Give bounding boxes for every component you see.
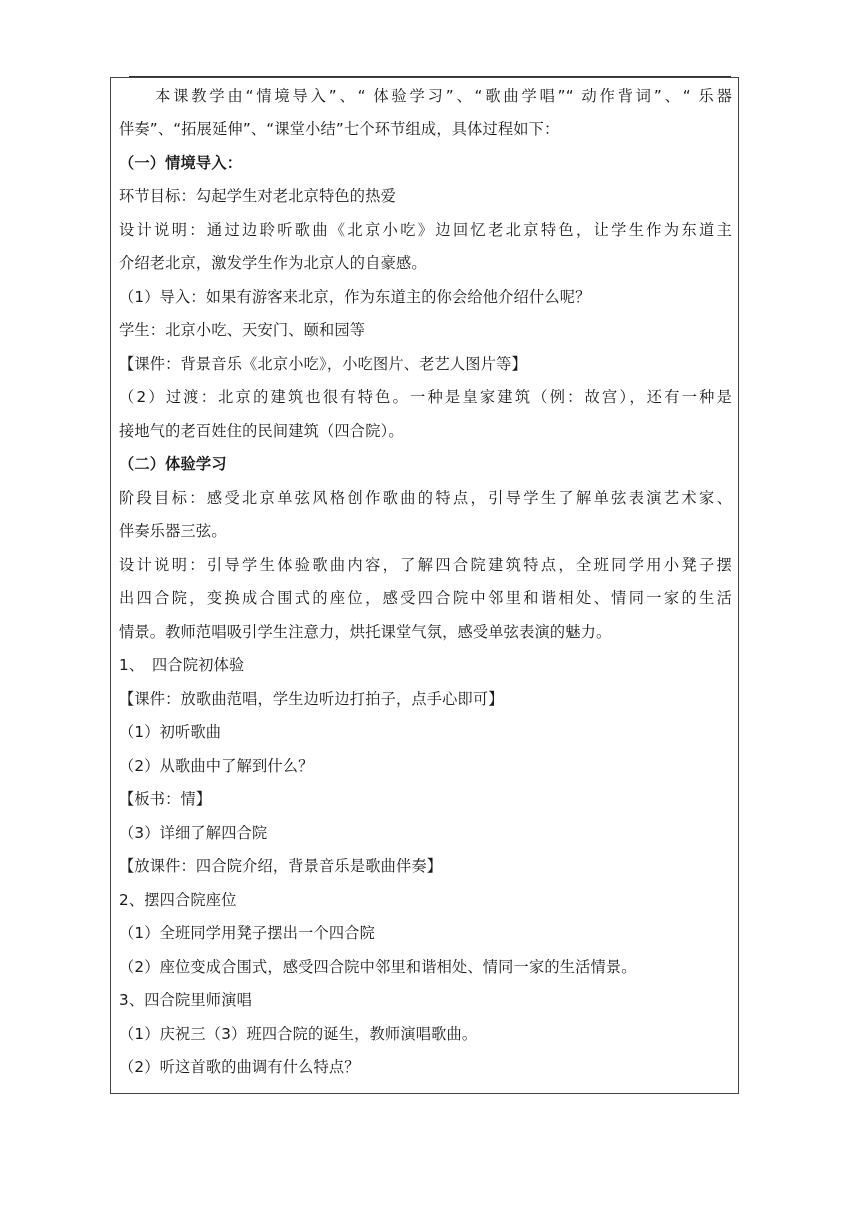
step-text: （2）从歌曲中了解到什么？ <box>119 757 314 775</box>
step-text: （3）详细了解四合院 <box>119 824 268 842</box>
lesson-plan-table-cell <box>110 77 739 1094</box>
courseware-note: 【放课件：四合院介绍，背景音乐是歌曲伴奏】 <box>119 857 443 875</box>
section-heading-2: （二）体验学习 <box>119 455 227 473</box>
goal-text-1: 环节目标：勾起学生对老北京特色的热爱 <box>119 187 396 205</box>
subsection-3: 3、四合院里师演唱 <box>119 991 252 1009</box>
intro-paragraph-line-1: 本课教学由“情境导入”、“ 体验学习”、“歌曲学唱”“ 动作背词”、“ 乐器 <box>119 87 732 105</box>
subsection-2: 2、摆四合院座位 <box>119 891 237 909</box>
step-text: （1）全班同学用凳子摆出一个四合院 <box>119 924 376 942</box>
design-note-2-line-1: 设计说明：引导学生体验歌曲内容，了解四合院建筑特点，全班同学用小凳子摆 <box>119 556 732 574</box>
design-note-2-line-2: 出四合院，变换成合围式的座位，感受四合院中邻里和谐相处、情同一家的生活 <box>119 589 732 607</box>
design-note-1-line-1: 设计说明：通过边聆听歌曲《北京小吃》边回忆老北京特色，让学生作为东道主 <box>119 221 732 239</box>
subsection-1: 1、 四合院初体验 <box>119 656 245 674</box>
step-text: （1）初听歌曲 <box>119 723 222 741</box>
goal-text-2-line-1: 阶段目标：感受北京单弦风格创作歌曲的特点，引导学生了解单弦表演艺术家、 <box>119 489 732 507</box>
courseware-note: 【课件：放歌曲范唱，学生边听边打拍子，点手心即可】 <box>119 690 504 708</box>
step-text: （2）听这首歌的曲调有什么特点？ <box>119 1058 360 1076</box>
blackboard-note: 【板书：情】 <box>119 790 212 808</box>
step-text: （2）座位变成合围式，感受四合院中邻里和谐相处、情同一家的生活情景。 <box>119 958 637 976</box>
courseware-note: 【课件：背景音乐《北京小吃》，小吃图片、老艺人图片等】 <box>119 355 527 373</box>
transition-line-2: 接地气的老百姓住的民间建筑（四合院）。 <box>119 422 404 440</box>
goal-text-2-line-2: 伴奏乐器三弦。 <box>119 522 227 540</box>
step-text: （1）导入：如果有游客来北京，作为东道主的你会给他介绍什么呢？ <box>119 288 591 306</box>
student-answer: 学生：北京小吃、天安门、颐和园等 <box>119 321 366 339</box>
intro-paragraph-line-2: 伴奏”、“拓展延伸”、“课堂小结”七个环节组成，具体过程如下： <box>119 120 560 138</box>
transition-line-1: （2）过渡：北京的建筑也很有特色。一种是皇家建筑（例：故宫），还有一种是 <box>119 388 732 406</box>
step-text: （1）庆祝三（3）班四合院的诞生，教师演唱歌曲。 <box>119 1025 478 1043</box>
design-note-2-line-3: 情景。教师范唱吸引学生注意力，烘托课堂气氛，感受单弦表演的魅力。 <box>119 623 612 641</box>
section-heading-1: （一）情境导入： <box>119 154 243 172</box>
design-note-1-line-2: 介绍老北京，激发学生作为北京人的自豪感。 <box>119 254 427 272</box>
